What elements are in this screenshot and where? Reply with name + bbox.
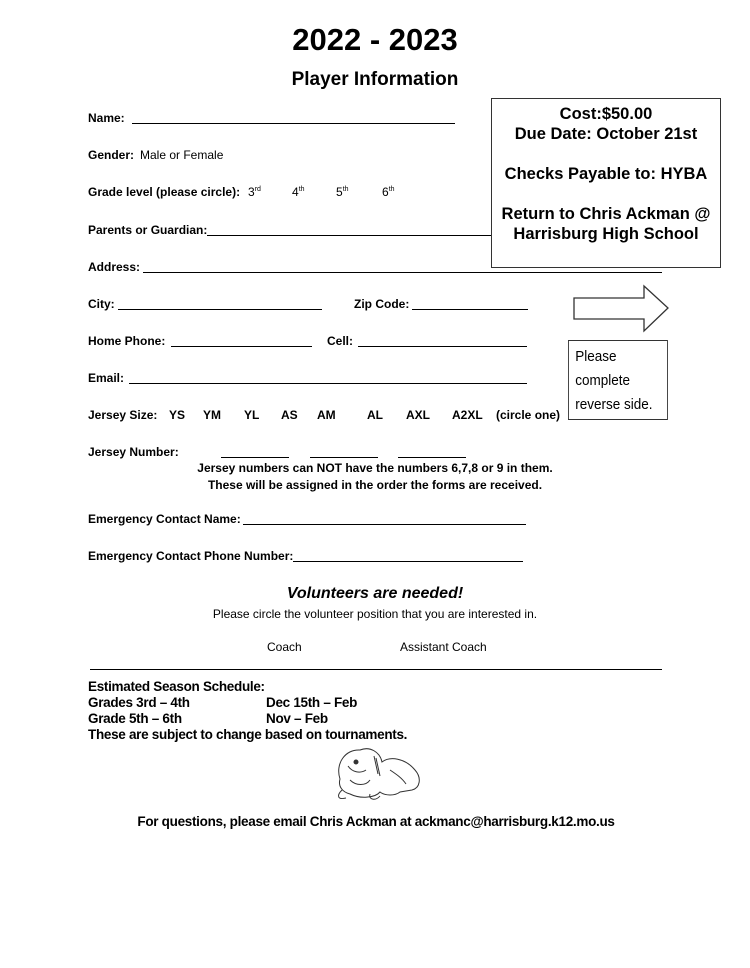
jersey-number-choice-1[interactable] xyxy=(221,457,289,458)
section-divider xyxy=(90,669,662,670)
jersey-note-2: These will be assigned in the order the forms are received. xyxy=(207,478,543,492)
due-date: Due Date: October 21st xyxy=(514,125,698,143)
size-option[interactable]: YM xyxy=(203,408,221,422)
name-label: Name: xyxy=(88,111,125,125)
volunteers-heading: Volunteers are needed! xyxy=(286,585,464,602)
address-field[interactable] xyxy=(143,272,662,273)
grade-option[interactable]: 3rd xyxy=(248,185,261,199)
payment-info-box xyxy=(491,98,721,268)
schedule-heading: Estimated Season Schedule: xyxy=(88,679,265,694)
cost: Cost:$50.00 xyxy=(559,105,653,123)
name-field[interactable] xyxy=(132,123,455,124)
home-phone-field[interactable] xyxy=(171,346,312,347)
gender-label: Gender: xyxy=(88,148,135,162)
size-option[interactable]: AS xyxy=(281,408,298,422)
grade-label: Grade level (please circle): xyxy=(88,185,241,199)
email-field[interactable] xyxy=(129,383,527,384)
reverse-note-line2: reverse side. xyxy=(575,396,653,413)
zip-label: Zip Code: xyxy=(354,297,410,311)
form-title: Player Information xyxy=(291,69,459,90)
bulldog-mascot-icon xyxy=(330,744,425,802)
size-option[interactable]: YS xyxy=(169,408,186,422)
circle-one-note: (circle one) xyxy=(496,408,561,422)
emergency-name-label: Emergency Contact Name: xyxy=(88,512,241,526)
city-field[interactable] xyxy=(118,309,322,310)
jersey-number-label: Jersey Number: xyxy=(88,445,179,459)
email-label: Email: xyxy=(88,371,125,385)
size-option[interactable]: AXL xyxy=(406,408,430,422)
form-year: 2022 - 2023 xyxy=(292,22,458,57)
grade-option[interactable]: 4th xyxy=(292,185,305,199)
schedule-dates: Dec 15th – Feb xyxy=(266,695,358,710)
zip-field[interactable] xyxy=(412,309,528,310)
size-option[interactable]: A2XL xyxy=(452,408,483,422)
schedule-grades: Grade 5th – 6th xyxy=(88,711,182,726)
size-option[interactable]: AL xyxy=(367,408,383,422)
schedule-note: These are subject to change based on tournaments. xyxy=(88,727,408,742)
parents-field[interactable] xyxy=(207,235,491,236)
jersey-size-label: Jersey Size: xyxy=(88,408,158,422)
address-label: Address: xyxy=(88,260,141,274)
checks-payable: Checks Payable to: HYBA xyxy=(504,165,708,183)
schedule-grades: Grades 3rd – 4th xyxy=(88,695,190,710)
arrow-right-icon xyxy=(572,284,672,334)
emergency-phone-field[interactable] xyxy=(293,561,523,562)
jersey-note-1: Jersey numbers can NOT have the numbers 6,7,8 or 9 in them. xyxy=(197,461,553,475)
size-option[interactable]: YL xyxy=(244,408,260,422)
parents-label: Parents or Guardian: xyxy=(88,223,208,237)
cell-label: Cell: xyxy=(327,334,354,348)
volunteer-option-assistant-coach[interactable]: Assistant Coach xyxy=(400,640,487,654)
emergency-phone-label: Emergency Contact Phone Number: xyxy=(88,549,294,563)
emergency-name-field[interactable] xyxy=(243,524,526,525)
city-label: City: xyxy=(88,297,115,311)
volunteers-instruction: Please circle the volunteer position that you are interested in. xyxy=(212,607,538,621)
grade-option[interactable]: 5th xyxy=(336,185,349,199)
size-option[interactable]: AM xyxy=(317,408,336,422)
footer-contact: For questions, please email Chris Ackman at ackmanc@harrisburg.k12.mo.us xyxy=(137,814,615,829)
volunteer-option-coach[interactable]: Coach xyxy=(267,640,302,654)
home-phone-label: Home Phone: xyxy=(88,334,166,348)
cell-field[interactable] xyxy=(358,346,527,347)
jersey-number-choice-2[interactable] xyxy=(310,457,378,458)
return-to: Return to Chris Ackman @ xyxy=(501,205,711,223)
jersey-number-choice-3[interactable] xyxy=(398,457,466,458)
reverse-note-line1: Please complete xyxy=(575,348,630,389)
gender-options[interactable]: Male or Female xyxy=(140,148,224,162)
grade-option[interactable]: 6th xyxy=(382,185,395,199)
return-location: Harrisburg High School xyxy=(513,225,699,243)
reverse-side-note xyxy=(568,340,668,420)
schedule-dates: Nov – Feb xyxy=(266,711,328,726)
